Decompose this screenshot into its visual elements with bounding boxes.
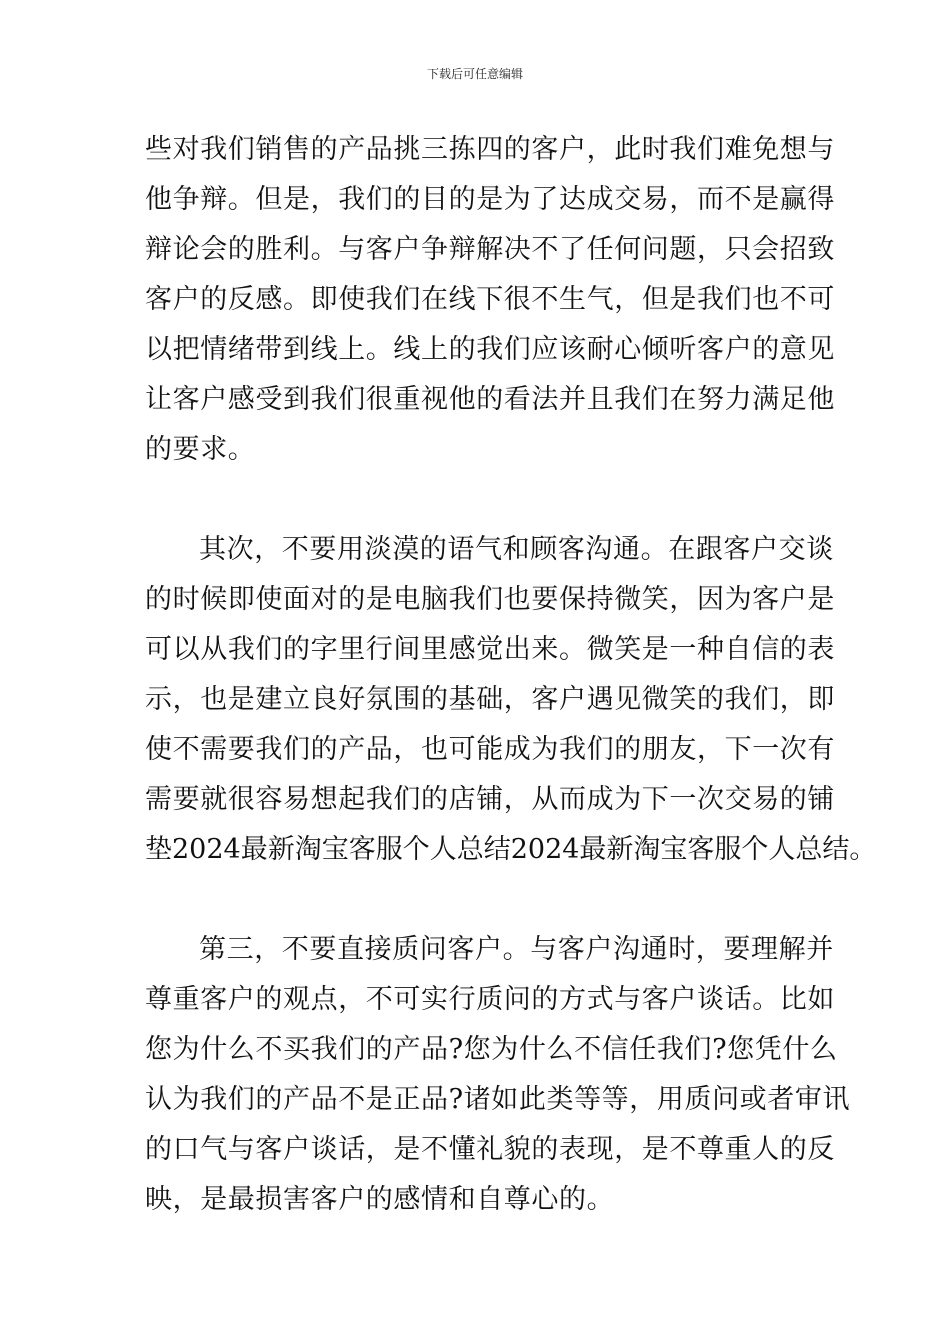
paragraph-2-line-7: 垫2024最新淘宝客服个人总结2024最新淘宝客服个人总结。	[145, 834, 877, 865]
paragraph-1-line-5: 以把情绪带到线上。线上的我们应该耐心倾听客户的意见	[145, 334, 835, 365]
paragraph-3-line-5: 的口气与客户谈话，是不懂礼貌的表现，是不尊重人的反	[145, 1134, 835, 1165]
paragraph-2-line-1: 其次，不要用淡漠的语气和顾客沟通。在跟客户交谈	[199, 534, 834, 565]
paragraph-2-line-5: 使不需要我们的产品，也可能成为我们的朋友，下一次有	[145, 734, 835, 765]
paragraph-1-line-4: 客户的反感。即使我们在线下很不生气，但是我们也不可	[145, 284, 835, 315]
page-header: 下载后可任意编辑	[426, 67, 523, 81]
paragraph-3-line-6: 映，是最损害客户的感情和自尊心的。	[145, 1184, 615, 1215]
paragraph-3-line-2: 尊重客户的观点，不可实行质问的方式与客户谈话。比如	[145, 984, 835, 1015]
paragraph-2-line-6: 需要就很容易想起我们的店铺，从而成为下一次交易的铺	[145, 784, 835, 815]
paragraph-1-line-3: 辩论会的胜利。与客户争辩解决不了任何问题，只会招致	[145, 234, 835, 265]
paragraph-1-line-2: 他争辩。但是，我们的目的是为了达成交易，而不是赢得	[145, 184, 835, 215]
paragraph-2-line-4: 示，也是建立良好氛围的基础，客户遇见微笑的我们，即	[145, 684, 835, 715]
paragraph-1-line-1: 些对我们销售的产品挑三拣四的客户，此时我们难免想与	[145, 134, 835, 165]
paragraph-2-line-2: 的时候即使面对的是电脑我们也要保持微笑，因为客户是	[145, 584, 835, 615]
paragraph-1-line-6: 让客户感受到我们很重视他的看法并且我们在努力满足他	[145, 384, 835, 415]
paragraph-2-line-3: 可以从我们的字里行间里感觉出来。微笑是一种自信的表	[145, 634, 835, 665]
paragraph-3-line-4: 认为我们的产品不是正品?诸如此类等等，用质问或者审讯	[145, 1084, 851, 1115]
paragraph-3-line-3: 您为什么不买我们的产品?您为什么不信任我们?您凭什么	[145, 1034, 838, 1065]
paragraph-1-line-7: 的要求。	[145, 434, 256, 465]
paragraph-3-line-1: 第三，不要直接质问客户。与客户沟通时，要理解并	[199, 934, 834, 965]
